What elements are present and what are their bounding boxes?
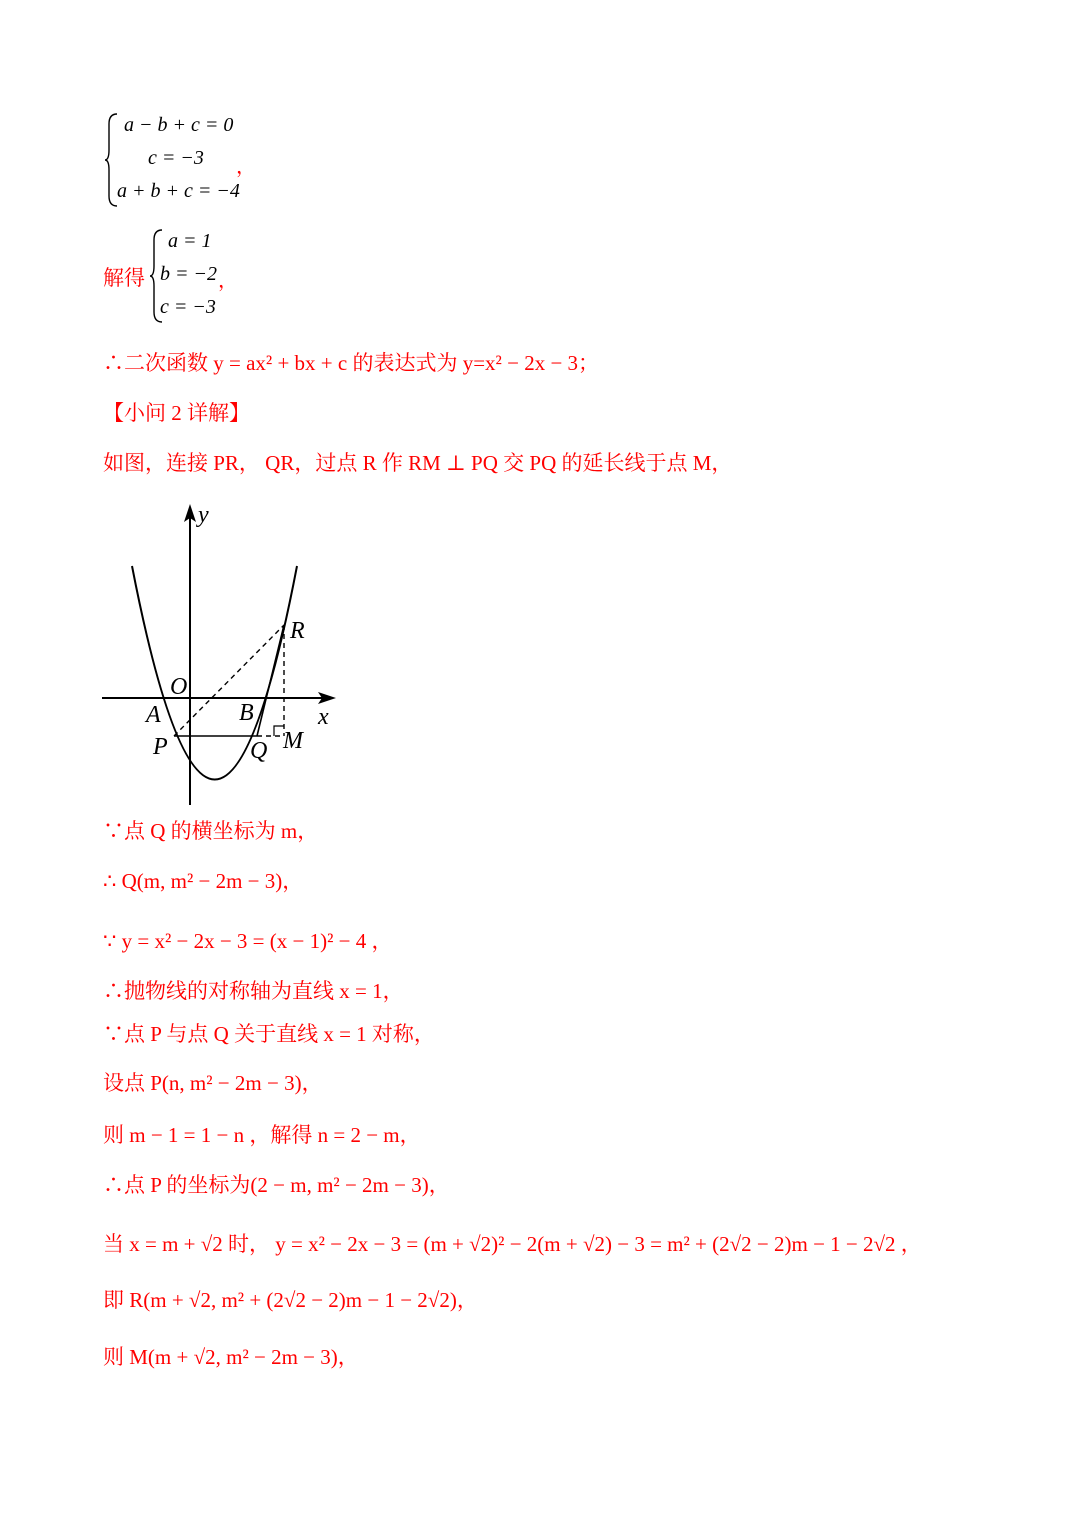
system1-eq1: a − b + c = 0	[124, 114, 234, 136]
solve-n: 则 m − 1 = 1 − n ，解得 n = 2 − m，	[103, 1123, 421, 1147]
construction-text: 如图，连接 PR， QR，过点 R 作 RM ⊥ PQ 交 PQ 的延长线于点 M，	[103, 451, 733, 475]
solve-tail: ，	[218, 270, 238, 292]
label-b: B	[239, 700, 254, 726]
symmetry-statement: ∵点 P 与点 Q 关于直线 x = 1 对称，	[103, 1022, 435, 1046]
m-coordinates: 则 M(m + √2, m² − 2m − 3)，	[103, 1345, 359, 1369]
p-coordinates: ∴点 P 的坐标为(2 − m, m² − 2m − 3)，	[103, 1173, 450, 1197]
label-r: R	[290, 618, 305, 644]
section-heading-q2: 【小问 2 详解】	[103, 401, 250, 425]
r-coordinates: 即 R(m + √2, m² + (2√2 − 2)m − 1 − 2√2)，	[103, 1288, 478, 1312]
r-calculation: 当 x = m + √2 时， y = x² − 2x − 3 = (m + √2)² − 2(m + √2) − 3 = m² + (2√2 − 2)m − 1 − 2√2 ，	[103, 1232, 922, 1256]
solve-eq1: a = 1	[168, 230, 212, 252]
system1-eq2: c = −3	[148, 147, 204, 169]
system1-tail: ，	[236, 156, 256, 178]
p-setup: 设点 P(n, m² − 2m − 3)，	[103, 1071, 323, 1095]
segment-qr	[257, 625, 284, 736]
solve-eq3: c = −3	[160, 296, 216, 318]
axis-of-symmetry: ∴抛物线的对称轴为直线 x = 1，	[103, 979, 404, 1003]
label-x: x	[318, 704, 329, 730]
expression-conclusion: ∴二次函数 y = ax² + bx + c 的表达式为 y=x² − 2x − 3；	[103, 351, 600, 375]
label-p: P	[153, 734, 168, 760]
vertex-form: ∵ y = x² − 2x − 3 = (x − 1)² − 4 ，	[103, 929, 393, 953]
system1-eq3: a + b + c = −4	[117, 180, 240, 202]
solve-prefix: 解得	[103, 266, 145, 290]
q-coordinates: ∴ Q(m, m² − 2m − 3)，	[103, 869, 304, 893]
parabola-figure	[100, 500, 345, 810]
label-m: M	[283, 728, 303, 754]
solve-eq2: b = −2	[160, 263, 217, 285]
label-o: O	[170, 674, 188, 700]
q-abscissa-text: ∵点 Q 的横坐标为 m，	[103, 819, 319, 843]
label-y: y	[198, 502, 209, 528]
label-a: A	[146, 702, 161, 728]
label-q: Q	[250, 738, 268, 764]
